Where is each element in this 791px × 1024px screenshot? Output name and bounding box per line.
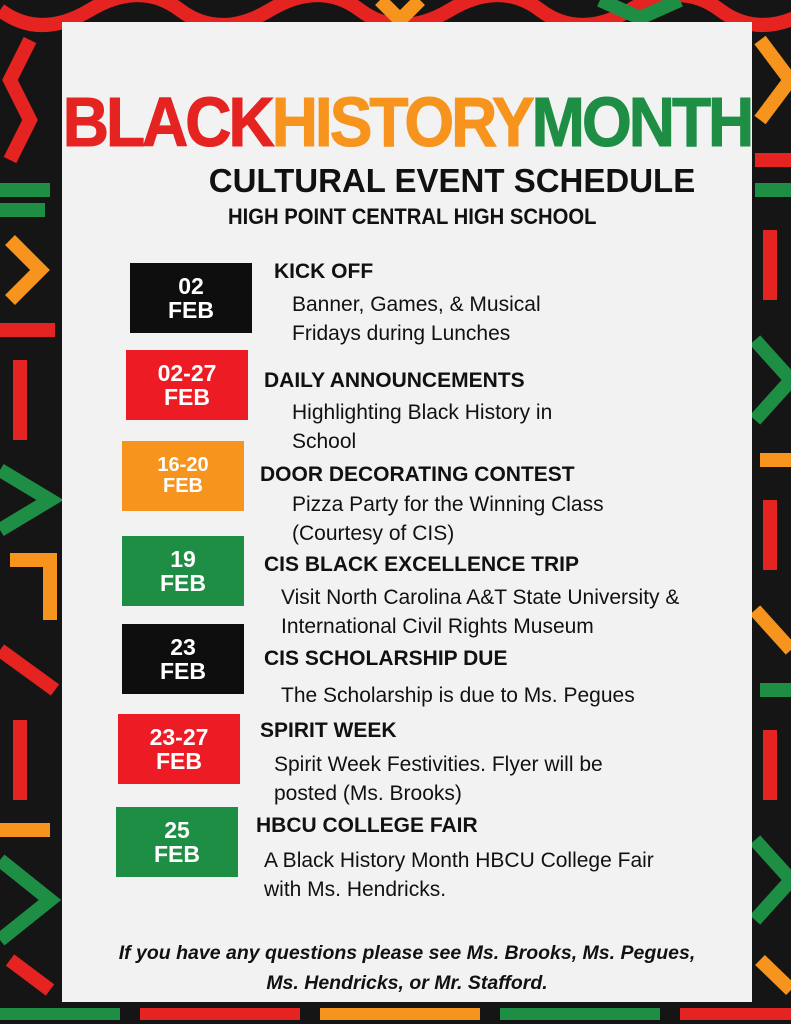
- badge-month: FEB: [160, 570, 206, 596]
- badge-date: 23: [170, 633, 196, 660]
- event-title: SPIRIT WEEK: [260, 719, 397, 742]
- event-desc-line: Pizza Party for the Winning Class: [292, 493, 604, 516]
- date-badge-daily-announcements: [126, 350, 248, 420]
- event-title: DAILY ANNOUNCEMENTS: [264, 369, 525, 392]
- event-desc-line: with Ms. Hendricks.: [264, 878, 447, 901]
- event-description: [281, 681, 635, 710]
- contact-footer: [62, 938, 752, 998]
- flyer-panel: [62, 22, 752, 1002]
- title-history: HISTORY: [271, 83, 532, 161]
- event-desc-line: posted (Ms. Brooks): [274, 782, 462, 805]
- event-desc-line: The Scholarship is due to Ms. Pegues: [281, 684, 635, 707]
- event-title: DOOR DECORATING CONTEST: [260, 463, 575, 486]
- badge-month: FEB: [163, 475, 203, 497]
- date-badge-hbcu-fair: [116, 807, 238, 877]
- event-title: HBCU COLLEGE FAIR: [256, 814, 478, 837]
- badge-month: FEB: [154, 841, 200, 867]
- school-name: HIGH POINT CENTRAL HIGH SCHOOL: [228, 204, 597, 229]
- event-title: CIS BLACK EXCELLENCE TRIP: [264, 553, 580, 576]
- event-description: [292, 290, 541, 348]
- badge-date: 25: [164, 816, 190, 843]
- badge-date: 16-20: [157, 454, 209, 476]
- badge-date: 02: [178, 272, 204, 299]
- event-desc-line: Spirit Week Festivities. Flyer will be: [274, 753, 603, 776]
- event-description: [274, 750, 603, 808]
- date-badge-scholarship: [122, 624, 244, 694]
- badge-month: FEB: [164, 384, 210, 410]
- date-badge-kick-off: [130, 263, 252, 333]
- event-desc-line: Highlighting Black History in: [292, 401, 553, 424]
- page-title: [62, 81, 752, 163]
- event-title: KICK OFF: [274, 260, 374, 283]
- date-badge-spirit-week: [118, 714, 240, 784]
- event-description: [264, 846, 654, 904]
- event-description: [281, 583, 679, 641]
- event-desc-line: International Civil Rights Museum: [281, 615, 594, 638]
- date-badge-door-decorating: [122, 441, 244, 511]
- footer-line: Ms. Hendricks, or Mr. Stafford.: [266, 972, 548, 994]
- event-desc-line: (Courtesy of CIS): [292, 522, 455, 545]
- event-description: [292, 398, 552, 456]
- event-desc-line: Banner, Games, & Musical: [292, 293, 541, 316]
- badge-month: FEB: [160, 658, 206, 684]
- title-month: MONTH: [531, 83, 752, 161]
- event-desc-line: School: [292, 430, 357, 453]
- event-description: [292, 490, 604, 548]
- event-desc-line: Visit North Carolina A&T State University &: [281, 586, 680, 609]
- badge-date: 02-27: [157, 359, 217, 386]
- event-desc-line: Fridays during Lunches: [292, 322, 511, 345]
- event-desc-line: A Black History Month HBCU College Fair: [264, 849, 654, 872]
- badge-date: 19: [170, 545, 196, 572]
- date-badge-excellence-trip: [122, 536, 244, 606]
- footer-line: If you have any questions please see Ms. Brooks, Ms. Pegues,: [118, 942, 696, 964]
- badge-month: FEB: [156, 748, 202, 774]
- event-title: CIS SCHOLARSHIP DUE: [264, 647, 508, 670]
- badge-date: 23-27: [149, 723, 209, 750]
- badge-month: FEB: [168, 297, 214, 323]
- page-subtitle: CULTURAL EVENT SCHEDULE: [208, 162, 696, 199]
- title-black: BLACK: [62, 83, 272, 161]
